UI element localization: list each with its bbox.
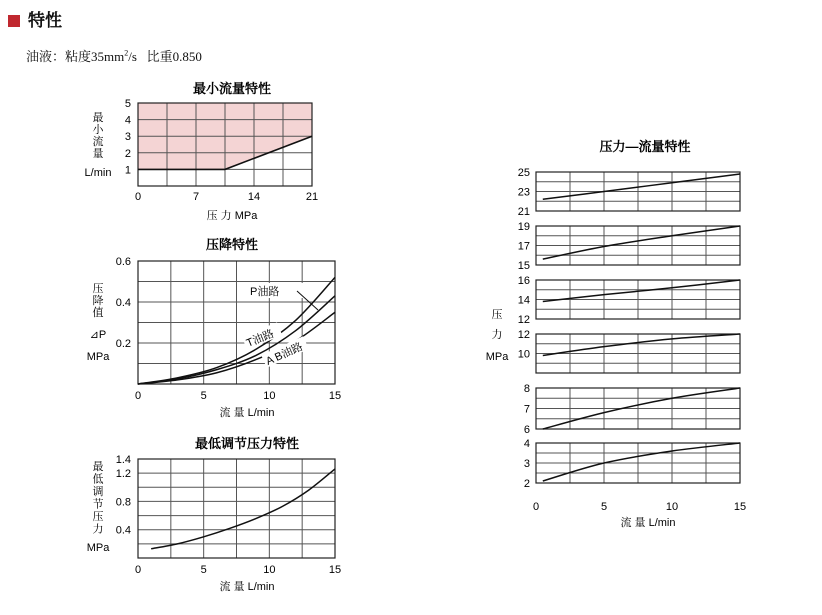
pressure-flow-ylabel-char: 力 (491, 329, 503, 341)
pressure-flow-x-tick: 15 (733, 501, 747, 513)
min-adjust-y-unit: MPa (86, 542, 110, 554)
pressure-flow-line-1 (543, 226, 740, 259)
min-flow-title: 最小流量特性 (192, 81, 272, 96)
pressure-drop-x-tick: 15 (328, 390, 342, 402)
pressure-flow-y-tick: 17 (517, 240, 530, 253)
pressure-drop-delta-p: ⊿P (89, 329, 107, 341)
min-adjust-y-tick: 1.4 (115, 454, 131, 466)
pressure-flow-y-tick: 12 (517, 329, 530, 341)
min-flow-ylabel-char: 量 (92, 148, 104, 160)
min-adjust-y-tick: 0.4 (115, 524, 131, 537)
min-flow-x-tick: 0 (134, 191, 142, 203)
pressure-drop-x-tick: 5 (200, 390, 207, 402)
min-flow-y-tick: 2 (124, 147, 131, 160)
pressure-drop-xlabel: 流 量 L/min (219, 407, 275, 419)
pressure-flow-y-tick: 25 (517, 167, 530, 179)
pressure-flow-title: 压力—流量特性 (599, 139, 691, 154)
pressure-drop-ylabel-char: 值 (92, 307, 104, 319)
pressure-flow-x-tick: 5 (600, 501, 608, 513)
min-flow-y-tick: 3 (124, 131, 131, 144)
p-series-label: P油路 (250, 286, 280, 298)
min-adjust-x-tick: 5 (200, 564, 207, 576)
min-adjust-xlabel: 流 量 L/min (219, 581, 275, 593)
pressure-flow-y-unit: MPa (485, 351, 509, 363)
pressure-flow-x-tick: 10 (665, 501, 679, 513)
pressure-flow-line-2 (543, 280, 740, 301)
pressure-drop-y-tick: 0.6 (115, 256, 131, 268)
min-flow-x-tick: 21 (305, 191, 319, 203)
pressure-flow-y-tick: 19 (517, 221, 530, 233)
min-adjust-y-tick: 0.8 (115, 496, 131, 509)
pressure-flow-y-tick: 4 (523, 438, 530, 450)
min-adjust-title: 最低调节压力特性 (194, 436, 300, 451)
min-adjust-y-tick: 1.2 (115, 468, 131, 481)
min-flow-x-tick: 7 (192, 191, 200, 203)
ab-series-label: A B油路 (264, 340, 305, 368)
fluid-unit-tail: /s (128, 49, 137, 64)
min-adjust-line (151, 469, 335, 549)
pressure-flow-ylabel-char: 压 (491, 309, 503, 321)
pressure-flow-line-5 (543, 443, 740, 481)
pressure-flow-line-3 (543, 334, 740, 355)
pressure-drop-title: 压降特性 (205, 237, 259, 252)
min-flow-x-tick: 14 (247, 191, 261, 203)
pressure-flow-y-tick: 23 (517, 186, 530, 199)
min-flow-ylabel-char: 小 (92, 124, 104, 136)
min-adjust-ylabel-char: 低 (92, 473, 104, 486)
fluid-label: 油液：粘度35mm (26, 49, 125, 64)
min-flow-ylabel-char: 最 (92, 112, 104, 124)
t-series-label: T油路 (244, 327, 276, 350)
pressure-flow-y-tick: 15 (517, 260, 530, 272)
min-flow-y-tick: 1 (124, 164, 131, 177)
pressure-flow-xlabel: 流 量 L/min (620, 517, 676, 529)
pressure-flow-y-tick: 7 (523, 403, 530, 416)
pressure-flow-y-tick: 3 (523, 458, 530, 470)
min-adjust-x-tick: 10 (263, 564, 276, 576)
pressure-flow-y-tick: 14 (517, 294, 530, 307)
pressure-drop-y-unit: MPa (86, 351, 110, 363)
min-adjust-ylabel-char: 节 (92, 498, 104, 511)
pressure-flow-y-tick: 21 (517, 206, 530, 218)
min-adjust-ylabel-char: 压 (92, 511, 104, 523)
min-flow-ylabel-char: 流 (92, 136, 104, 148)
pressure-flow-y-tick: 6 (523, 424, 530, 436)
pressure-flow-y-tick: 10 (517, 348, 530, 361)
min-flow-y-tick: 4 (124, 114, 131, 127)
min-adjust-ylabel-char: 力 (92, 523, 104, 536)
min-flow-xlabel: 压 力 MPa (206, 210, 258, 222)
pressure-flow-x-tick: 0 (532, 501, 540, 513)
min-adjust-x-tick: 15 (328, 564, 342, 576)
fluid-gravity: 比重0.850 (146, 49, 202, 64)
min-adjust-ylabel-char: 最 (92, 461, 104, 473)
pressure-drop-x-tick: 0 (134, 390, 142, 402)
min-adjust-ylabel-char: 调 (92, 486, 104, 498)
fluid-unit-exponent: 2 (124, 48, 129, 58)
pressure-drop-y-tick: 0.4 (115, 297, 131, 309)
min-adjust-x-tick: 0 (134, 564, 142, 576)
pressure-flow-y-tick: 12 (517, 314, 530, 326)
section-title: 特性 (28, 11, 62, 30)
pressure-flow-line-0 (543, 174, 740, 199)
pressure-flow-y-tick: 8 (523, 383, 530, 395)
pressure-drop-ylabel-char: 压 (92, 283, 104, 295)
pressure-flow-y-tick: 2 (523, 478, 530, 490)
pressure-flow-y-tick: 16 (517, 275, 530, 287)
min-flow-y-unit: L/min (84, 167, 112, 179)
min-flow-y-tick: 5 (124, 98, 131, 110)
pressure-drop-ylabel-char: 降 (92, 295, 104, 307)
pressure-drop-x-tick: 10 (263, 390, 276, 402)
pressure-drop-y-tick: 0.2 (115, 338, 131, 350)
